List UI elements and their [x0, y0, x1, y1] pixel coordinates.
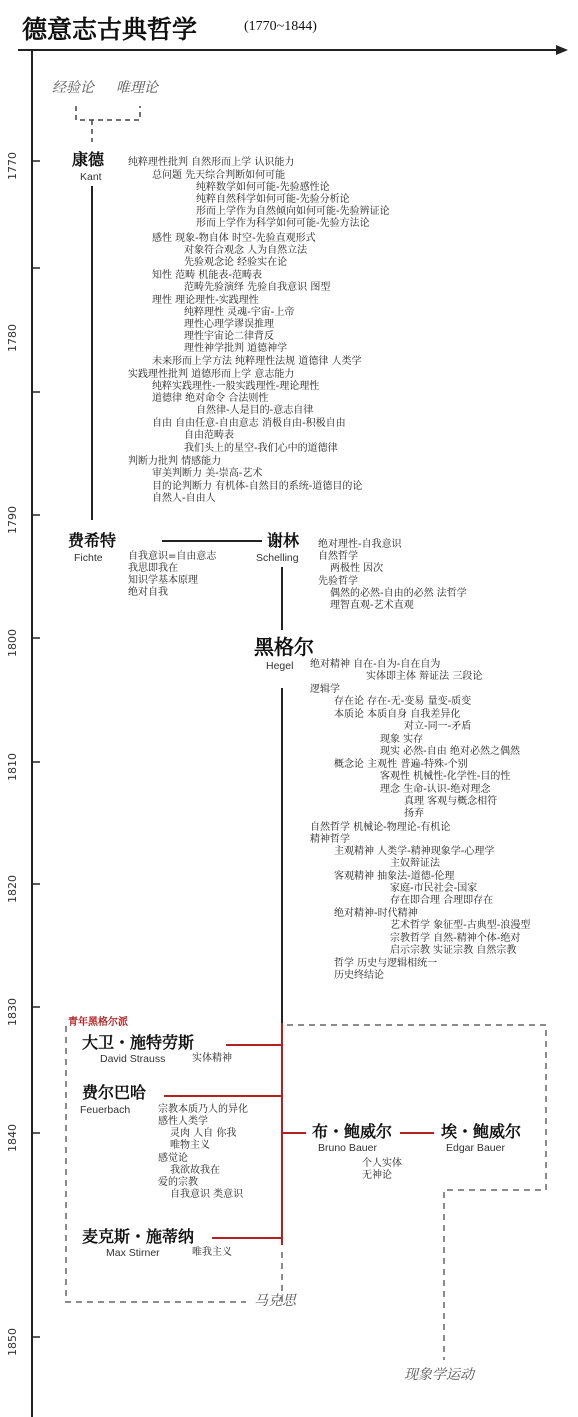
- young-hegelians-label: 青年黑格尔派: [68, 1017, 128, 1028]
- hegel-note-line: 逻辑学: [310, 684, 340, 695]
- schelling-note-line: 绝对理性-自我意识: [318, 539, 402, 550]
- hegel-note-line: 历史终结论: [334, 970, 384, 981]
- kant-note-line: 自然律-人是目的-意志自律: [196, 405, 314, 416]
- kant-name: 康德: [72, 150, 105, 169]
- fichte-note-line: 自我意识=自由意志: [128, 551, 217, 562]
- hegel-note-line: 实体即主体 辩证法 三段论: [366, 671, 483, 682]
- schelling-note-line: 偶然的必然-自由的必然 法哲学: [330, 588, 467, 599]
- kant-note-line: 形而上学作为科学如何可能-先验方法论: [196, 218, 370, 229]
- feuerbach-name: 费尔巴哈: [82, 1083, 147, 1102]
- hegel-note-line: 对立-同一-矛盾: [404, 721, 472, 732]
- hegel-note-line: 绝对精神 自在-自为-自在自为: [310, 659, 441, 670]
- hegel-note-line: 精神哲学: [310, 834, 350, 845]
- edgar-name: 埃・鲍威尔: [441, 1122, 522, 1141]
- kant-note-line: 自由 自由任意-自由意志 消极自由-积极自由: [152, 418, 346, 429]
- kant-note-line: 自然人-自由人: [152, 493, 216, 504]
- kant-note-line: 先验观念论 经验实在论: [184, 257, 288, 268]
- bruno-note: 个人实体: [362, 1158, 402, 1169]
- bruno-name: 布・鲍威尔: [312, 1122, 393, 1141]
- kant-note-line: 形而上学作为自然倾向如何可能-先验辨证论: [196, 206, 390, 217]
- kant-note-line: 纯粹理性 灵魂-宇宙-上帝: [184, 307, 295, 318]
- schelling-note-line: 两极性 因次: [330, 563, 384, 574]
- kant-note-line: 知性 范畴 机能表-范畴表: [152, 270, 262, 281]
- strauss-name: 大卫・施特劳斯: [82, 1033, 195, 1052]
- hegel-note-line: 艺术哲学 象征型-古典型-浪漫型: [390, 920, 531, 931]
- stirner-note: 唯我主义: [192, 1247, 232, 1258]
- kant-note-line: 纯粹数学如何可能-先验感性论: [196, 182, 330, 193]
- hegel-note-line: 客观精神 抽象法-道德-伦理: [334, 871, 455, 882]
- feuerbach-note-line: 爱的宗教: [158, 1177, 198, 1188]
- hegel-note-line: 现象 实存: [380, 734, 424, 745]
- hegel-note-line: 真理 客观与概念相符: [404, 796, 498, 807]
- year-label: 1830: [6, 998, 19, 1026]
- kant-note-line: 理性宇宙论二律背反: [184, 331, 274, 342]
- kant-note-line: 我们头上的星空-我们心中的道德律: [184, 443, 338, 454]
- feuerbach-note-line: 宗教本质乃人的异化: [158, 1104, 248, 1115]
- strauss-name-en: David Strauss: [100, 1053, 166, 1065]
- year-label: 1790: [6, 506, 19, 534]
- empiricism-label: 经验论: [52, 80, 94, 96]
- stirner-name-en: Max Stirner: [106, 1247, 160, 1259]
- kant-note-line: 道德律 绝对命令 合法则性: [152, 393, 269, 404]
- year-label: 1800: [6, 629, 19, 657]
- feuerbach-note-line: 我欲故我在: [170, 1165, 220, 1176]
- kant-note-line: 目的论判断力 有机体-自然目的系统-道德目的论: [152, 481, 363, 492]
- kant-note-line: 理性 理论理性-实践理性: [152, 295, 259, 306]
- hegel-note-line: 存在论 存在-无-变易 量变-质变: [334, 696, 472, 707]
- rationalism-label: 唯理论: [116, 80, 158, 96]
- hegel-note-line: 主观精神 人类学-精神现象学-心理学: [334, 846, 495, 857]
- feuerbach-note-line: 感性人类学: [158, 1116, 208, 1127]
- hegel-name: 黑格尔: [254, 635, 314, 659]
- kant-note-line: 纯粹理性批判 自然形而上学 认识能力: [128, 157, 295, 168]
- page-title: 德意志古典哲学: [22, 15, 198, 44]
- fichte-name: 费希特: [68, 531, 117, 550]
- fichte-note-line: 绝对自我: [128, 587, 168, 598]
- hegel-note-line: 概念论 主观性 普遍-特殊-个别: [334, 759, 468, 770]
- kant-note-line: 审美判断力 美-崇高-艺术: [152, 468, 263, 479]
- feuerbach-note-line: 灵肉 人自 你我: [170, 1128, 237, 1139]
- hegel-note-line: 存在即合理 合理即存在: [390, 895, 494, 906]
- kant-note-line: 判断力批判 情感能力: [128, 456, 222, 467]
- hegel-note-line: 理念 生命-认识-绝对理念: [380, 784, 491, 795]
- kant-note-line: 总问题 先天综合判断如何可能: [152, 170, 286, 181]
- hegel-note-line: 哲学 历史与逻辑相统一: [334, 958, 438, 969]
- kant-note-line: 理性神学批判 道德神学: [184, 343, 288, 354]
- kant-note-line: 纯粹实践理性-一般实践理性-理论理性: [152, 381, 320, 392]
- strauss-note: 实体精神: [192, 1053, 232, 1064]
- schelling-note-line: 先验哲学: [318, 576, 358, 587]
- hegel-name-en: Hegel: [266, 660, 294, 672]
- hegel-note-line: 自然哲学 机械论-物理论-有机论: [310, 822, 451, 833]
- phenomenology-label: 现象学运动: [404, 1367, 474, 1383]
- hegel-note-line: 主奴辩证法: [390, 858, 440, 869]
- hegel-note-line: 宗教哲学 自然-精神个体-绝对: [390, 933, 521, 944]
- schelling-note-line: 理智直观-艺术直观: [330, 600, 414, 611]
- edgar-name-en: Edgar Bauer: [446, 1142, 505, 1154]
- feuerbach-note-line: 感觉论: [158, 1153, 188, 1164]
- page-subtitle: (1770~1844): [244, 19, 317, 34]
- bruno-name-en: Bruno Bauer: [318, 1142, 377, 1154]
- schelling-name-en: Schelling: [256, 552, 299, 564]
- kant-note-line: 纯粹自然科学如何可能-先验分析论: [196, 194, 350, 205]
- hegel-note-line: 现实 必然-自由 绝对必然之偶然: [380, 746, 520, 757]
- schelling-name: 谢林: [267, 531, 300, 550]
- marx-label: 马克思: [254, 1293, 296, 1309]
- feuerbach-note-line: 唯物主义: [170, 1140, 210, 1151]
- hegel-note-line: 家庭-市民社会-国家: [390, 883, 478, 894]
- kant-note-line: 对象符合观念 人为自然立法: [184, 245, 308, 256]
- year-label: 1810: [6, 753, 19, 781]
- feuerbach-name-en: Feuerbach: [80, 1104, 131, 1116]
- bruno-note: 无神论: [362, 1170, 392, 1181]
- kant-note-line: 理性心理学谬误推理: [184, 319, 274, 330]
- stirner-name: 麦克斯・施蒂纳: [82, 1227, 195, 1246]
- fichte-note-line: 我思即我在: [128, 563, 178, 574]
- hegel-note-line: 本质论 本质自身 自我差异化: [334, 709, 461, 720]
- feuerbach-note-line: 自我意识 类意识: [170, 1189, 244, 1200]
- year-label: 1820: [6, 875, 19, 903]
- year-label: 1840: [6, 1124, 19, 1152]
- fichte-name-en: Fichte: [74, 552, 103, 564]
- schelling-note-line: 自然哲学: [318, 551, 358, 562]
- fichte-note-line: 知识学基本原理: [128, 575, 198, 586]
- year-label: 1780: [6, 324, 19, 352]
- hegel-note-line: 启示宗教 实证宗教 自然宗教: [390, 945, 517, 956]
- kant-note-line: 感性 现象-物自体 时空-先验直观形式: [152, 233, 316, 244]
- year-label: 1770: [6, 152, 19, 180]
- hegel-note-line: 扬弃: [404, 808, 424, 819]
- kant-name-en: Kant: [80, 171, 102, 183]
- year-label: 1850: [6, 1328, 19, 1356]
- hegel-note-line: 客观性 机械性-化学性-目的性: [380, 771, 511, 782]
- kant-note-line: 实践理性批判 道德形而上学 意志能力: [128, 369, 295, 380]
- kant-note-line: 未来形而上学方法 纯粹理性法规 道德律 人类学: [152, 356, 362, 367]
- kant-note-line: 范畴先验演绎 先验自我意识 图型: [184, 282, 331, 293]
- kant-note-line: 自由范畴表: [184, 430, 234, 441]
- hegel-note-line: 绝对精神-时代精神: [334, 908, 418, 919]
